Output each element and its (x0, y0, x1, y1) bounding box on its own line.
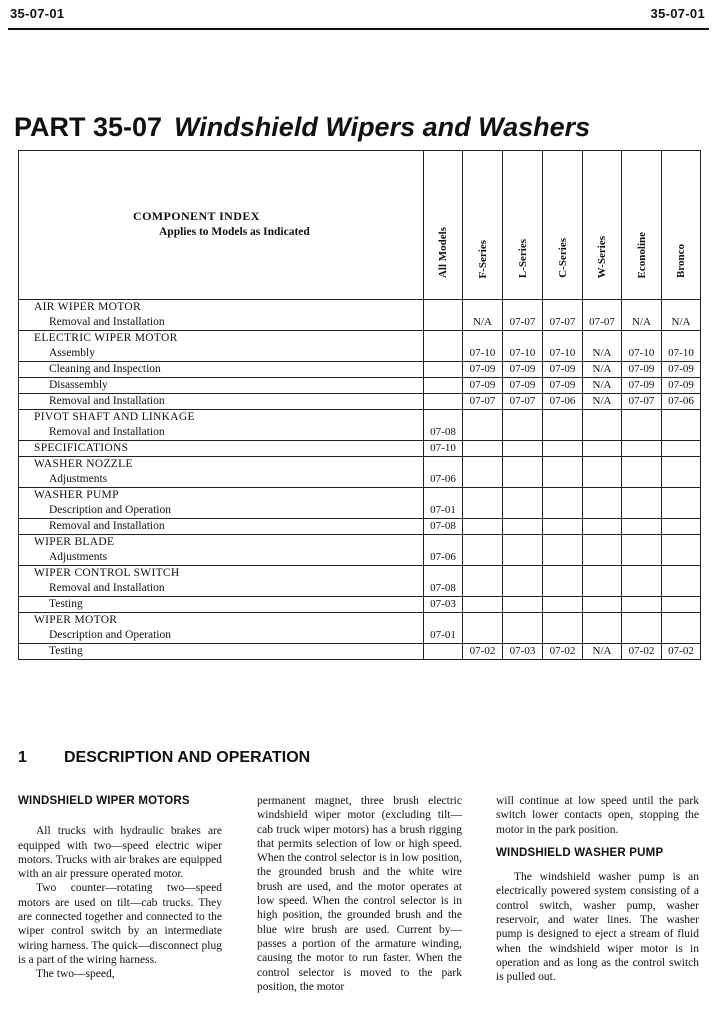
page-ref-cell (543, 566, 583, 597)
page-ref-cell: 07-07 (622, 394, 662, 410)
page-ref-cell: N/A (583, 394, 622, 410)
page-ref-cell (583, 535, 622, 566)
page-ref-cell (583, 441, 622, 457)
page-ref-cell: 07-10 (662, 331, 701, 362)
component-group-title: ELECTRIC WIPER MOTOR (34, 332, 178, 344)
page-ref-cell (583, 613, 622, 644)
page-ref-cell: 07-09 (463, 362, 503, 378)
component-item: Removal and Installation (49, 426, 165, 438)
paragraph-continued: will continue at low speed until the park switch lower contacts open, stopping the motor in the park position. (496, 795, 699, 836)
part-title (14, 112, 590, 143)
page-ref-cell (503, 457, 543, 488)
page-ref-cell: N/A (583, 378, 622, 394)
page-ref-cell (583, 488, 622, 519)
page-ref-cell: 07-09 (543, 378, 583, 394)
page-ref-cell: 07-06 (662, 394, 701, 410)
col-bronco: Bronco (662, 151, 701, 300)
page-ref-cell: 07-09 (503, 362, 543, 378)
page-ref-cell (662, 613, 701, 644)
part-subject: Windshield Wipers and Washers (174, 112, 591, 142)
component-item: Adjustments (49, 551, 108, 563)
page-ref-cell: 07-02 (622, 644, 662, 660)
page-ref-cell: N/A (583, 331, 622, 362)
page-ref-cell (503, 613, 543, 644)
component-group-title: WASHER PUMP (34, 489, 119, 501)
page-ref-cell (503, 410, 543, 441)
page-ref-cell (622, 613, 662, 644)
page-ref-cell (463, 519, 503, 535)
page-ref-cell (583, 566, 622, 597)
page-ref-cell: 07-01 (424, 488, 463, 519)
page-ref-cell (583, 519, 622, 535)
page-ref-cell (622, 597, 662, 613)
table-row (19, 300, 701, 331)
page-ref-cell (622, 441, 662, 457)
heading-washer-pump: WINDSHIELD WASHER PUMP (496, 846, 664, 859)
page-ref-cell: 07-09 (622, 362, 662, 378)
component-label (19, 488, 424, 519)
section-number: 1 (18, 749, 27, 766)
page-ref-cell: 07-02 (543, 644, 583, 660)
text-column-1 (18, 794, 222, 982)
page-number-right: 35-07-01 (650, 6, 705, 21)
table-row (19, 613, 701, 644)
page-ref-cell: 07-10 (543, 331, 583, 362)
col-l-series: L-Series (503, 151, 543, 300)
page-ref-cell: 07-09 (503, 378, 543, 394)
component-group-title: SPECIFICATIONS (34, 442, 129, 454)
page-ref-cell (463, 488, 503, 519)
component-item: Description and Operation (49, 629, 171, 641)
page-ref-cell: 07-08 (424, 410, 463, 441)
page-ref-cell: 07-08 (424, 519, 463, 535)
paragraph: Two counter—rotating two—speed motors are used on tilt—cab trucks. They are connected together and connected to the wiper control switch by an intermediate wiring harness. The quick—disconnect plug is a part of the wiring harness. (18, 882, 222, 966)
page-ref-cell: N/A (463, 300, 503, 331)
page-ref-cell (622, 535, 662, 566)
page-ref-cell (622, 457, 662, 488)
table-row (19, 597, 701, 613)
page-ref-cell (424, 644, 463, 660)
page-ref-cell (622, 519, 662, 535)
page-ref-cell (662, 457, 701, 488)
page-ref-cell: 07-02 (463, 644, 503, 660)
component-item: Testing (49, 598, 83, 610)
component-item: Removal and Installation (49, 520, 165, 532)
component-label (19, 410, 424, 441)
page-ref-cell (424, 378, 463, 394)
page-ref-cell (543, 535, 583, 566)
component-item: Assembly (49, 347, 95, 359)
component-index-table (18, 150, 701, 660)
index-header-row (19, 151, 701, 300)
component-item: Disassembly (49, 379, 108, 391)
page-ref-cell (543, 488, 583, 519)
page-ref-cell: 07-07 (583, 300, 622, 331)
page-ref-cell (503, 488, 543, 519)
component-label (19, 457, 424, 488)
col-f-series: F-Series (463, 151, 503, 300)
component-label (19, 362, 424, 378)
index-body (19, 300, 701, 660)
page-ref-cell: 07-09 (463, 378, 503, 394)
table-row (19, 566, 701, 597)
table-row (19, 394, 701, 410)
page-ref-cell: 07-06 (543, 394, 583, 410)
page-ref-cell (583, 410, 622, 441)
page-ref-cell: N/A (662, 300, 701, 331)
page-ref-cell: 07-02 (662, 644, 701, 660)
page-ref-cell (503, 519, 543, 535)
page-ref-cell (424, 331, 463, 362)
page-ref-cell: 07-09 (543, 362, 583, 378)
page-ref-cell (424, 394, 463, 410)
heading-wiper-motors: WINDSHIELD WIPER MOTORS (18, 795, 190, 807)
page-ref-cell (503, 441, 543, 457)
page-ref-cell (583, 597, 622, 613)
page-ref-cell: N/A (583, 362, 622, 378)
page-ref-cell: 07-10 (424, 441, 463, 457)
col-c-series: C-Series (543, 151, 583, 300)
page-ref-cell: N/A (622, 300, 662, 331)
component-item: Description and Operation (49, 504, 171, 516)
page-ref-cell (583, 457, 622, 488)
page-ref-cell (463, 410, 503, 441)
page-ref-cell: 07-03 (424, 597, 463, 613)
component-item: Testing (49, 645, 83, 657)
page-ref-cell: 07-07 (463, 394, 503, 410)
table-row (19, 331, 701, 362)
component-label (19, 300, 424, 331)
table-row (19, 410, 701, 441)
index-heading-cell (19, 151, 424, 300)
page-ref-cell (662, 441, 701, 457)
page-ref-cell (662, 410, 701, 441)
page-ref-cell (662, 519, 701, 535)
page-number-left: 35-07-01 (10, 6, 65, 21)
page-ref-cell (543, 613, 583, 644)
page-ref-cell (543, 519, 583, 535)
paragraph-continued: permanent magnet, three brush electric windshield wiper motor (excluding tilt—cab truck wiper motors) has a brush rigging that permits selection of low or high speed. When the control selector is in low position, the grounded brush and the white wire brush are used, and the motor operates at low speed. When the control selector is in high position, the grounded brush and the blue wire brush are used. Current by—passes a portion of the armature winding, causing the motor to run faster. When the control selector is moved to the park position, the motor (257, 795, 462, 993)
page-ref-cell (543, 597, 583, 613)
page-ref-cell (543, 410, 583, 441)
index-title: COMPONENT INDEX (133, 209, 260, 223)
component-label (19, 394, 424, 410)
page-ref-cell (463, 597, 503, 613)
page-ref-cell: 07-07 (503, 300, 543, 331)
component-label (19, 644, 424, 660)
component-group-title: WASHER NOZZLE (34, 458, 133, 470)
page-ref-cell: 07-10 (622, 331, 662, 362)
page-ref-cell (424, 362, 463, 378)
page-ref-cell: 07-10 (503, 331, 543, 362)
table-row (19, 519, 701, 535)
component-item: Removal and Installation (49, 395, 165, 407)
component-group-title: WIPER CONTROL SWITCH (34, 567, 180, 579)
component-item: Removal and Installation (49, 582, 165, 594)
component-item: Removal and Installation (49, 316, 165, 328)
page-ref-cell: 07-10 (463, 331, 503, 362)
table-row (19, 362, 701, 378)
part-number: PART 35-07 (14, 112, 163, 142)
page-ref-cell (622, 566, 662, 597)
page-ref-cell: 07-08 (424, 566, 463, 597)
index-subtitle: Applies to Models as Indicated (159, 226, 310, 238)
component-group-title: WIPER BLADE (34, 536, 115, 548)
component-label (19, 613, 424, 644)
table-row (19, 457, 701, 488)
paragraph: The windshield washer pump is an electrically powered system consisting of a control switch, washer pump, washer reservoir, and water lines. The washer pump is designed to eject a stream of fluid when the windshield wiper motor is in operation and as long as the control switch is pulled out. (496, 871, 699, 984)
header-rule (8, 28, 709, 30)
page-ref-cell: 07-07 (503, 394, 543, 410)
component-label (19, 535, 424, 566)
page-ref-cell (622, 488, 662, 519)
page-ref-cell (662, 597, 701, 613)
page-ref-cell: 07-06 (424, 457, 463, 488)
page-ref-cell: 07-09 (662, 362, 701, 378)
page-ref-cell (463, 441, 503, 457)
page-ref-cell (662, 566, 701, 597)
section-title: DESCRIPTION AND OPERATION (64, 749, 311, 766)
table-row (19, 644, 701, 660)
col-w-series: W-Series (583, 151, 622, 300)
section-heading (18, 749, 310, 767)
component-item: Cleaning and Inspection (49, 363, 161, 375)
page-ref-cell: 07-01 (424, 613, 463, 644)
component-group-title: AIR WIPER MOTOR (34, 301, 141, 313)
table-row (19, 488, 701, 519)
component-group-title: PIVOT SHAFT AND LINKAGE (34, 411, 195, 423)
component-label (19, 441, 424, 457)
page-ref-cell: 07-03 (503, 644, 543, 660)
page-ref-cell (463, 457, 503, 488)
component-group-title: WIPER MOTOR (34, 614, 118, 626)
page-ref-cell (662, 488, 701, 519)
page-ref-cell (503, 566, 543, 597)
table-row (19, 535, 701, 566)
col-econoline: Econoline (622, 151, 662, 300)
page-ref-cell: 07-09 (622, 378, 662, 394)
component-item: Adjustments (49, 473, 108, 485)
page-ref-cell (543, 457, 583, 488)
page-ref-cell: N/A (583, 644, 622, 660)
paragraph: The two—speed, (36, 968, 115, 981)
table-row (19, 378, 701, 394)
component-label (19, 597, 424, 613)
page-ref-cell (503, 597, 543, 613)
col-all-models: All Models (424, 151, 463, 300)
component-label (19, 378, 424, 394)
table-row (19, 441, 701, 457)
paragraph: All trucks with hydraulic brakes are equipped with two—speed electric wiper motors. Trucks with air brakes are equipped with an air pressure operated motor. (18, 825, 222, 881)
page-ref-cell (463, 613, 503, 644)
page-ref-cell (424, 300, 463, 331)
page-ref-cell: 07-07 (543, 300, 583, 331)
text-column-2 (257, 794, 462, 994)
page-ref-cell (463, 566, 503, 597)
page-ref-cell (662, 535, 701, 566)
component-label (19, 566, 424, 597)
component-label (19, 519, 424, 535)
page-ref-cell (463, 535, 503, 566)
page-ref-cell (503, 535, 543, 566)
page-ref-cell: 07-09 (662, 378, 701, 394)
component-label (19, 331, 424, 362)
text-column-3 (496, 794, 699, 985)
page-ref-cell: 07-06 (424, 535, 463, 566)
page-ref-cell (543, 441, 583, 457)
page-ref-cell (622, 410, 662, 441)
